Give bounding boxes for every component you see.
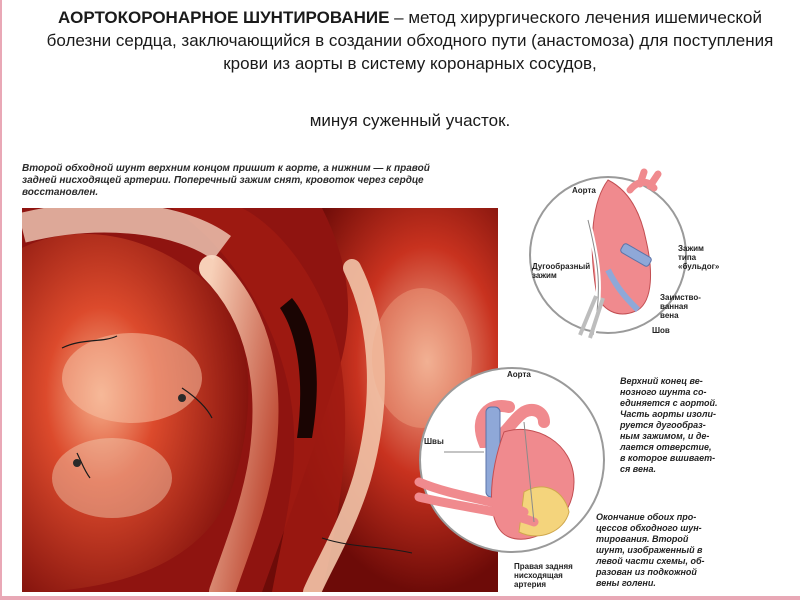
label-borrowed-vein: Заимство- ванная вена xyxy=(660,293,701,320)
label-sutures: Швы xyxy=(424,437,444,446)
page-heading xyxy=(30,6,790,75)
heading-tail: минуя суженный участок. xyxy=(309,111,511,130)
label-arc-clamp: Дугообразный зажим xyxy=(532,262,591,280)
page-left-border xyxy=(0,0,2,600)
note-bottom-diagram: Окончание обоих про- цессов обходного шун- тирования. Второй шунт, изображенный в левой части схемы, об- разован из подкожной вены голени. xyxy=(596,512,705,588)
photo-caption: Второй обходной шунт верхним концом пришит к аорте, а нижним — к правой задней нисходящей артерии. Поперечный зажим снят, кровоток через сердце восстановлен. xyxy=(22,163,430,198)
heading-term: АОРТОКОРОНАРНОЕ ШУНТИРОВАНИЕ xyxy=(58,8,390,27)
label-aorta-bottom: Аорта xyxy=(507,370,531,379)
diagram-bottom-circle xyxy=(414,362,610,558)
label-suture: Шов xyxy=(652,326,670,335)
label-posterior-artery: Правая задняя нисходящая артерия xyxy=(514,562,573,589)
page-bottom-border xyxy=(0,596,800,600)
diagram-top-circle xyxy=(528,160,688,350)
label-bulldog-clamp: Зажим типа «бульдог» xyxy=(678,244,720,271)
note-top-diagram: Верхний конец ве- нозного шунта со- единяется с аортой. Часть аорты изоли- руется дугообраз- ным зажимом, и де- лается отверстие, в которое вшивает- ся вена. xyxy=(620,376,718,474)
heading-definition: – метод хирургического лечения ишемической болезни сердца, заключающийся в создании обходного пути (анастомоза) для поступления крови из аорты в систему коронарных сосудов, xyxy=(46,8,774,73)
label-aorta-top: Аорта xyxy=(572,186,596,195)
